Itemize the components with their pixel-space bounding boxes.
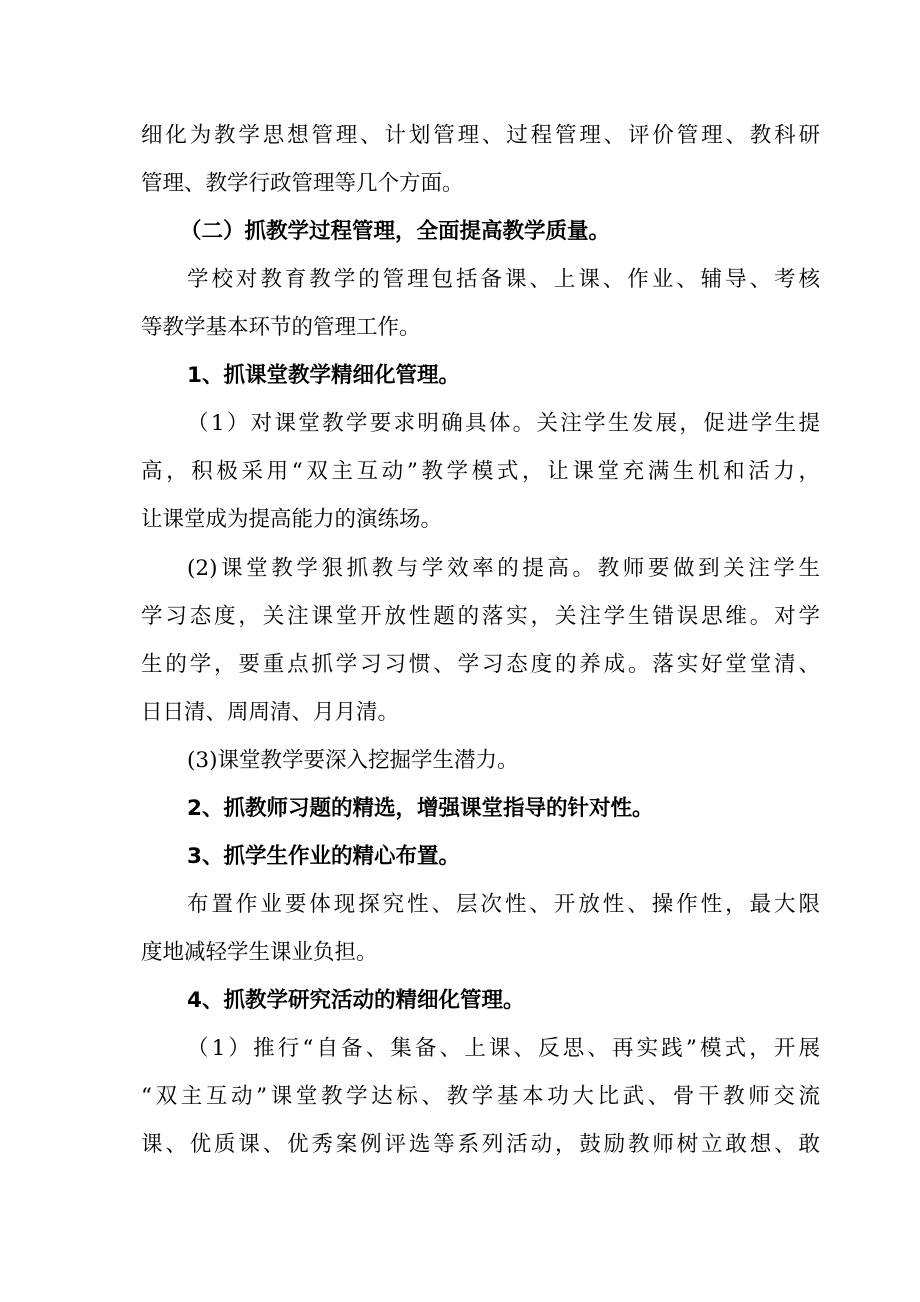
paragraph-line: 度地减轻学生课业负担。 — [141, 940, 378, 965]
paragraph-line: 生的学，要重点抓学习习惯、学习态度的养成。落实好堂堂清、 — [141, 652, 820, 677]
section-heading: （二）抓教学过程管理，全面提高教学质量。 — [180, 219, 611, 244]
paragraph-line: （1）对课堂教学要求明确具体。关注学生发展，促进学生提 — [187, 411, 820, 436]
paragraph-line: 布置作业要体现探究性、层次性、开放性、操作性，最大限 — [187, 892, 820, 917]
subsection-heading: 4、抓教学研究活动的精细化管理。 — [187, 988, 525, 1013]
subsection-heading: 1、抓课堂教学精细化管理。 — [187, 363, 460, 388]
paragraph-line: 课、优质课、优秀案例评选等系列活动，鼓励教师树立敢想、敢 — [141, 1132, 820, 1157]
paragraph-line: 等教学基本环节的管理工作。 — [141, 315, 421, 340]
paragraph-line: 日日清、周周清、月月清。 — [141, 700, 400, 725]
paragraph-line: “双主互动”课堂教学达标、教学基本功大比武、骨干教师交流 — [141, 1084, 820, 1109]
paragraph-line: 管理、教学行政管理等几个方面。 — [141, 171, 464, 196]
paragraph-line: （1）推行“自备、集备、上课、反思、再实践”模式，开展 — [187, 1036, 820, 1061]
subsection-heading: 3、抓学生作业的精心布置。 — [187, 844, 460, 869]
paragraph-line: 学校对教育教学的管理包括备课、上课、作业、辅导、考核 — [187, 267, 820, 292]
subsection-heading: 2、抓教师习题的精选，增强课堂指导的针对性。 — [187, 796, 654, 821]
paragraph-line: 高，积极采用“双主互动”教学模式，让课堂充满生机和活力， — [141, 459, 820, 484]
paragraph-line: (2)课堂教学狠抓教与学效率的提高。教师要做到关注学生 — [187, 556, 820, 581]
paragraph-line: 细化为教学思想管理、计划管理、过程管理、评价管理、教科研 — [141, 123, 820, 148]
paragraph-line: (3)课堂教学要深入挖掘学生潜力。 — [187, 748, 519, 773]
paragraph-line: 学习态度，关注课堂开放性题的落实，关注学生错误思维。对学 — [141, 604, 820, 629]
paragraph-line: 让课堂成为提高能力的演练场。 — [141, 507, 443, 532]
